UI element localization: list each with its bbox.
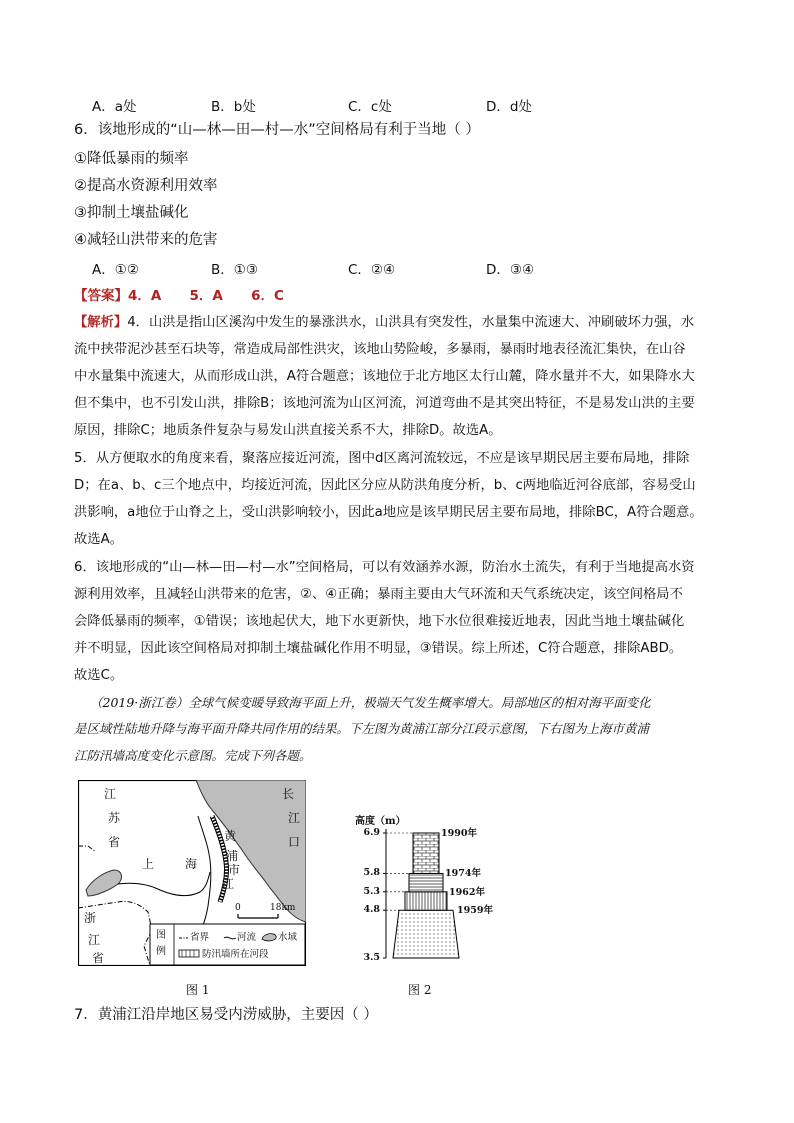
chart-y-tick-label: 6.9 [363, 827, 380, 838]
chart-bar-1974年 [409, 873, 443, 891]
map-scale-zero: 0 [235, 903, 241, 913]
figure-2-caption: 图 2 [408, 983, 432, 997]
figure-1-map [78, 780, 306, 966]
legend-title-2: 例 [156, 946, 166, 957]
answer-text: 4．A 5．A 6．C [128, 288, 284, 304]
map-label-huangpu-3: 江 [222, 877, 235, 891]
analysis-line-12: 会降低暴雨的频率，①错误；该地起伏大，地下水更新快，地下水位很难接近地表，因此当地土壤盐碱化 [74, 614, 685, 629]
q6-option-a[interactable]: A．①② [92, 262, 139, 278]
intro-line-2: 是区域性陆地升降与海平面升降共同作用的结果。下左图为黄浦江部分江段示意图，下右图为上海市黄浦 [74, 721, 650, 736]
figure-2-chart [352, 808, 512, 968]
q6-option-b[interactable]: B．①③ [211, 262, 258, 278]
q6-item-4: ④减轻山洪带来的危害 [74, 232, 218, 248]
legend-title-1: 图 [156, 930, 166, 941]
map-label-zhejiang-2: 江 [88, 933, 101, 947]
map-label-changjiang-1: 长 [282, 787, 295, 801]
legend-item-floodwall: 防汛墙所在河段 [202, 949, 269, 960]
legend-item-boundary: 省界 [190, 932, 210, 943]
map-label-huangpu-1: 黄 [224, 829, 237, 843]
q5-option-b[interactable]: B．b处 [211, 99, 256, 115]
analysis-text: 4．山洪是指山区溪沟中发生的暴涨洪水，山洪具有突发性，水量集中流速大、冲刷破坏力强，水 [127, 315, 695, 330]
map-label-jiangsu-2: 苏 [108, 811, 121, 825]
chart-year-label: 1990年 [441, 828, 477, 839]
map-scale-km: 18km [270, 903, 296, 913]
map-label-huangpu-2: 浦 [226, 849, 239, 863]
legend-item-river: 河流 [237, 932, 257, 943]
chart-year-label: 1959年 [457, 905, 493, 917]
q6-item-3: ③抑制土壤盐碱化 [74, 205, 189, 221]
chart-y-tick-label: 3.5 [363, 952, 380, 963]
q6-option-c[interactable]: C．②④ [348, 262, 396, 278]
analysis-line-7: D；在a、b、c三个地点中，均接近河流，因此区分应从防洪角度分析，b、c两地临近河谷底部，容易受山 [74, 478, 696, 493]
analysis-line-4: 但不集中，也不引发山洪，排除B；该地河流为山区河流，河道弯曲不是其突出特征，不是易发山洪的主要 [74, 396, 695, 411]
chart-year-label: 1962年 [449, 886, 485, 898]
chart-y-tick-label: 5.3 [363, 885, 380, 897]
legend-item-water: 水域 [278, 932, 298, 943]
analysis-line-13: 并不明显，因此该空间格局对抑制土壤盐碱化作用不明显，③错误。综上所述，C符合题意，排除ABD。 [74, 641, 683, 656]
map-label-jiangsu-3: 省 [108, 835, 121, 849]
chart-bar-1959年 [393, 910, 459, 958]
q5-option-a[interactable]: A．a处 [92, 99, 137, 115]
map-label-shanghai-2: 海 [185, 857, 198, 871]
map-label-jiangsu-1: 江 [104, 787, 117, 801]
chart-bar-1990年 [413, 833, 439, 873]
analysis-line-2: 流中挟带泥沙甚至石块等，常造成局部性洪灾，该地山势险峻，多暴雨，暴雨时地表径流汇集快，在山谷 [74, 342, 686, 357]
q5-option-c[interactable]: C．c处 [348, 99, 392, 115]
map-label-shanghai-3: 市 [228, 863, 241, 877]
analysis-line-10: 6．该地形成的“山—林—田—村—水”空间格局，可以有效涵养水源，防治水土流失，有利于当地提高水资 [74, 560, 695, 575]
chart-year-label: 1974年 [445, 868, 481, 880]
analysis-label: 【解析】 [74, 315, 128, 330]
q6-stem: 6．该地形成的“山—林—田—村—水”空间格局有利于当地（ ） [74, 122, 480, 138]
analysis-line-9: 故选A。 [74, 532, 123, 547]
intro-line-1: （2019·浙江卷）全球气候变暖导致海平面上升，极端天气发生概率增大。局部地区的相对海平面变化 [90, 695, 651, 710]
q7-stem: 7．黄浦江沿岸地区易受内涝威胁，主要因（ ） [74, 1007, 378, 1023]
chart-y-tick-label: 5.8 [363, 867, 380, 879]
analysis-line-8: 洪影响，a地位于山脊之上，受山洪影响较小，因此a地应是该早期民居主要布局地，排除BC，A符合题意。 [74, 505, 703, 520]
chart-y-tick-label: 4.8 [363, 904, 380, 916]
map-label-shanghai-1: 上 [142, 857, 155, 871]
chart-bar-1962年 [405, 892, 447, 910]
analysis-line-6: 5．从方便取水的角度来看，聚落应接近河流，图中d区离河流较远，不应是该早期民居主要布局地，排除 [74, 451, 690, 466]
q5-option-d[interactable]: D．d处 [486, 99, 532, 115]
intro-line-3: 江防汛墙高度变化示意图。完成下列各题。 [74, 748, 312, 763]
q6-item-2: ②提高水资源利用效率 [74, 178, 218, 194]
analysis-line-11: 源利用效率，且减轻山洪带来的危害，②、④正确；暴雨主要由大气环流和天气系统决定，该空间格局不 [74, 587, 683, 602]
answer-label: 【答案】 [74, 288, 128, 304]
q6-item-1: ①降低暴雨的频率 [74, 151, 189, 167]
answer-line [74, 286, 284, 306]
chart-ylabel: 高度（m） [355, 816, 406, 827]
map-label-changjiang-2: 江 [288, 811, 301, 825]
map-label-zhejiang-1: 浙 [84, 911, 97, 925]
analysis-line-3: 中水量集中流速大，从而形成山洪，A符合题意；该地位于北方地区太行山麓，降水量并不大，如果降水大 [74, 369, 695, 384]
map-label-zhejiang-3: 省 [92, 951, 105, 965]
analysis-line-1 [74, 313, 694, 333]
map-label-changjiang-3: 口 [288, 835, 301, 849]
q6-option-d[interactable]: D．③④ [486, 262, 535, 278]
analysis-line-5: 原因，排除C；地质条件复杂与易发山洪直接关系不大，排除D。故选A。 [74, 423, 502, 438]
analysis-line-14: 故选C。 [74, 668, 124, 683]
figure-1-caption: 图 1 [186, 983, 210, 997]
